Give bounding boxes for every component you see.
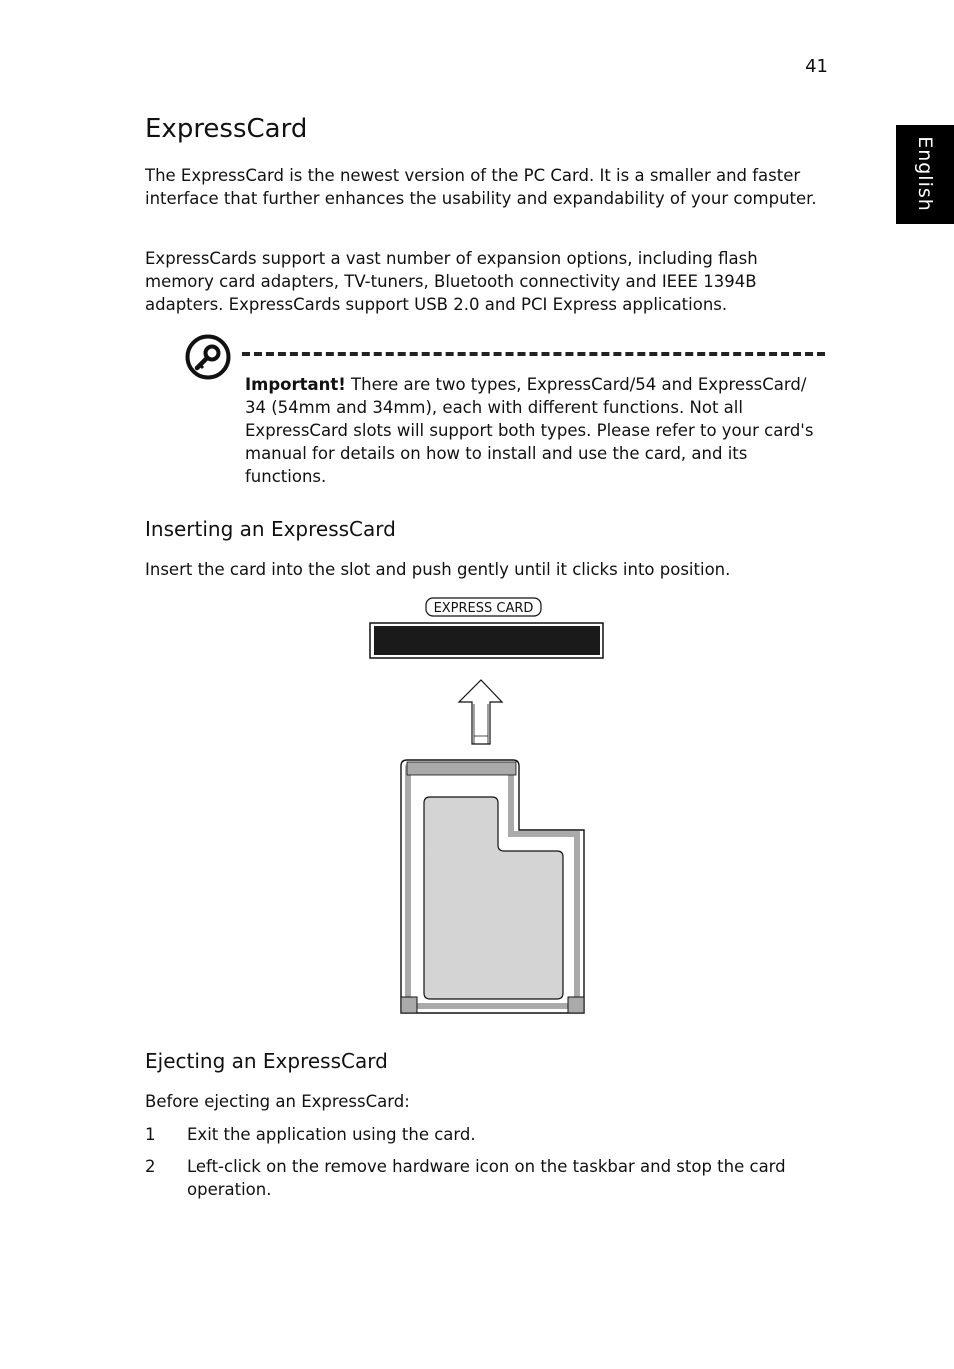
language-tab bbox=[896, 125, 954, 224]
important-note bbox=[245, 373, 815, 488]
step-number: 2 bbox=[145, 1157, 156, 1176]
slot-label: EXPRESS CARD bbox=[433, 601, 534, 616]
step-text: Exit the application using the card. bbox=[187, 1125, 476, 1144]
section-title: ExpressCard bbox=[145, 114, 308, 144]
inserting-heading: Inserting an ExpressCard bbox=[145, 517, 396, 541]
expresscard-label-area bbox=[424, 797, 563, 999]
note-label: Important! bbox=[245, 375, 346, 394]
intro-paragraph: The ExpressCard is the newest version of the PC Card. It is a smaller and faster interface that further enhances the usability and expandability of your computer. bbox=[145, 166, 817, 208]
step-text: Left-click on the remove hardware icon on the taskbar and stop the card operation. bbox=[187, 1157, 786, 1199]
up-arrow-icon bbox=[459, 680, 502, 744]
card-slot-opening bbox=[374, 626, 600, 655]
inserting-text: Insert the card into the slot and push gently until it clicks into position. bbox=[145, 560, 731, 579]
right-notch bbox=[568, 997, 584, 1013]
step-number: 1 bbox=[145, 1125, 156, 1144]
language-tab-label: English bbox=[914, 136, 936, 212]
note-body: There are two types, ExpressCard/54 and ExpressCard/ 34 (54mm and 34mm), each with different functions. Not all ExpressCard slots will support both types. Please refer to your card's manual for details on how to install and use the card, and its functions. bbox=[245, 375, 814, 486]
ejecting-heading: Ejecting an ExpressCard bbox=[145, 1049, 388, 1073]
key-icon bbox=[185, 334, 231, 380]
page-number: 41 bbox=[805, 56, 828, 77]
note-divider bbox=[242, 352, 825, 356]
left-notch bbox=[401, 997, 417, 1013]
expresscard-top-band bbox=[407, 762, 516, 775]
expresscard-insertion-figure bbox=[360, 594, 610, 1019]
options-paragraph: ExpressCards support a vast number of expansion options, including flash memory card adapters, TV-tuners, Bluetooth connectivity and IEEE 1394B adapters. ExpressCards support USB 2.0 and PCI Express applications. bbox=[145, 249, 758, 314]
ejecting-intro: Before ejecting an ExpressCard: bbox=[145, 1092, 410, 1111]
